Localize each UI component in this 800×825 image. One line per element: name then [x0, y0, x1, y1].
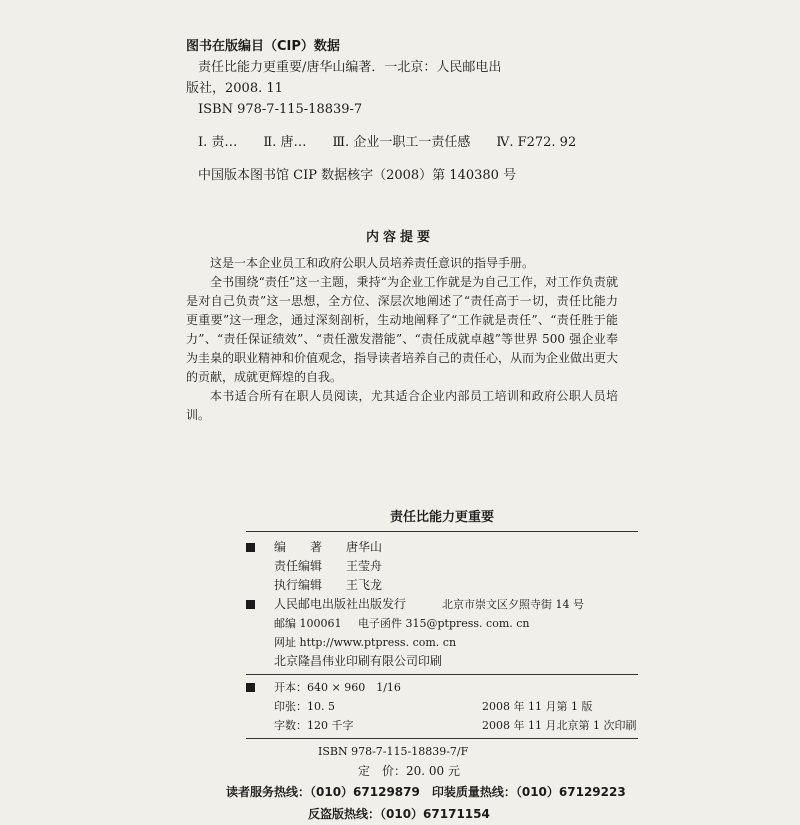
wordcount-row — [246, 716, 638, 735]
author-label: 编 著 — [274, 540, 323, 554]
editor-name: 王莹舟 — [346, 559, 383, 573]
printer: 北京隆昌伟业印刷有限公司印刷 — [274, 654, 443, 668]
summary-title: 内容提要 — [365, 230, 434, 245]
website-row — [246, 633, 638, 652]
bullet-square — [246, 683, 255, 692]
email: 电子函件 315@ptpress. com. cn — [358, 617, 530, 630]
cip-classifications — [186, 132, 586, 153]
bullet-square — [246, 543, 255, 552]
format: 开本：640 × 960 1/16 — [274, 681, 401, 694]
sheets-row — [246, 697, 638, 716]
cip-record-line-2: 版社，2008. 11 — [186, 81, 283, 96]
publisher-row — [246, 595, 638, 614]
author-name: 唐华山 — [346, 540, 383, 554]
summary-paragraph-2: 全书围绕“责任”这一主题，秉持“为企业工作就是为自己工作，对工作负责就是对自己负责”这一思想，全方位、深层次地阐述了“责任高于一切，责任比能力更重要”这一理念，通过深刻剖析，生动地阐释了“工作就是责任”、“责任胜于能力”、“责任保证绩效”、“责任激发潜能”、“责任成就卓越”等世界 500 强企业奉为圭臬的职业精神和价值观念，指导读者培养自己的责任心，从而为企业做出更大的贡献，成就更辉煌的自我。 — [186, 275, 619, 384]
summary-paragraph-1: 这是一本企业员工和政府公职人员培养责任意识的指导手册。 — [210, 256, 535, 270]
reader-hotline: 读者服务热线：（010）67129879 印装质量热线：（010）67129223 — [226, 785, 626, 799]
edition: 2008 年 11 月第 1 版 — [482, 700, 593, 713]
cip-isbn: ISBN 978-7-115-18839-7 — [198, 102, 363, 117]
cip-record-line-1: 责任比能力更重要/唐华山编著．一北京：人民邮电出 — [198, 60, 502, 75]
author-row — [246, 538, 638, 557]
publisher-address: 北京市崇文区夕照寺街 14 号 — [442, 598, 584, 611]
exec-editor-row — [246, 576, 638, 595]
price: 定 价：20. 00 元 — [358, 764, 460, 778]
price-row — [246, 761, 638, 781]
cip-verification: 中国版本图书馆 CIP 数据核字（2008）第 140380 号 — [198, 168, 517, 183]
word-count: 字数：120 千字 — [274, 719, 354, 732]
editor-label: 责任编辑 — [274, 559, 323, 573]
cip-class-1: Ⅰ. 责… — [198, 135, 238, 150]
publisher-name: 人民邮电出版社出版发行 — [274, 597, 407, 611]
exec-editor-label: 执行编辑 — [274, 578, 323, 592]
cip-block — [186, 36, 586, 186]
copyright-block — [226, 506, 638, 825]
divider — [246, 738, 638, 739]
editor-row — [246, 557, 638, 576]
piracy-hotline-row — [308, 803, 638, 825]
cip-class-3: Ⅲ. 企业一职工一责任感 — [332, 135, 471, 150]
piracy-hotline: 反盗版热线：（010）67171154 — [308, 807, 490, 821]
cip-heading: 图书在版编目（CIP）数据 — [186, 39, 340, 54]
sheets: 印张：10. 5 — [274, 700, 335, 713]
exec-editor-name: 王飞龙 — [346, 578, 383, 592]
printing: 2008 年 11 月北京第 1 次印刷 — [482, 719, 637, 732]
website: 网址 http://www.ptpress. com. cn — [274, 636, 457, 649]
printer-row — [246, 652, 638, 671]
format-row — [246, 678, 638, 697]
divider — [246, 674, 638, 675]
cip-class-4: Ⅳ. F272. 92 — [496, 135, 577, 150]
postcode: 邮编 100061 — [274, 617, 342, 630]
postcode-row — [246, 614, 638, 633]
summary-paragraph-3: 本书适合所有在职人员阅读，尤其适合企业内部员工培训和政府公职人员培训。 — [186, 389, 618, 422]
isbn-row — [246, 742, 638, 761]
bullet-square — [246, 600, 255, 609]
summary-body — [186, 254, 618, 425]
cip-class-2: Ⅱ. 唐… — [263, 135, 307, 150]
book-title: 责任比能力更重要 — [246, 506, 638, 532]
isbn: ISBN 978-7-115-18839-7/F — [318, 745, 469, 758]
